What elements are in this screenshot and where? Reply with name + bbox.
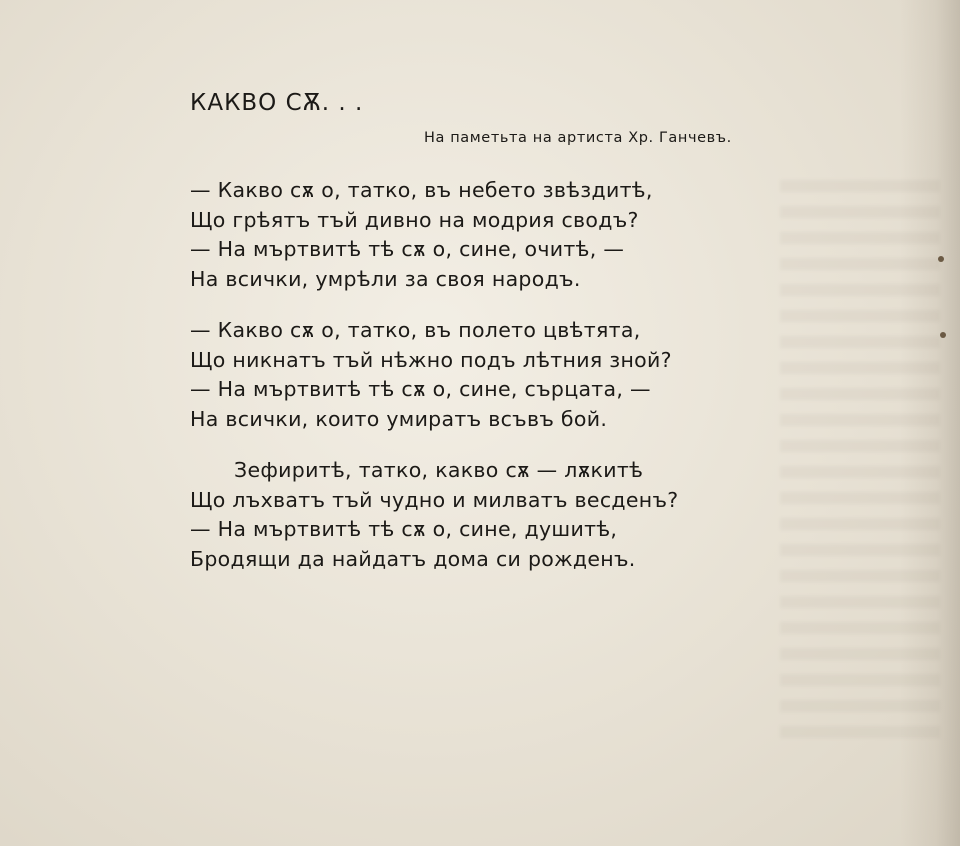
paper-spot [940, 332, 946, 338]
poem-line: Що никнатъ тъй нѣжно подъ лѣтния зной? [190, 347, 672, 372]
poem-line: Бродящи да найдатъ дома си рожденъ. [190, 546, 636, 571]
poem-line: — На мъртвитѣ тѣ сѫ о, сине, очитѣ, — [190, 237, 625, 261]
poem-line: — Какво сѫ о, татко, въ небето звѣздитѣ, [190, 178, 653, 202]
poem-line: На всички, умрѣли за своя народъ. [190, 266, 581, 291]
stanza [190, 316, 750, 434]
poem-line: — Какво сѫ о, татко, въ полето цвѣтята, [190, 318, 641, 342]
dedication: На паметьта на артиста Хр. Ганчевъ. [424, 130, 732, 146]
poem-line: — На мъртвитѣ тѣ сѫ о, сине, сърцата, — [190, 377, 651, 401]
poem-title: КАКВО СѪ. . . [190, 90, 364, 116]
poem-body [190, 176, 750, 596]
paper-spot [938, 256, 944, 262]
stanza [190, 456, 750, 574]
poem-line: Що грѣятъ тъй дивно на модрия сводъ? [190, 207, 639, 232]
poem-line: Що лъхватъ тъй чудно и милватъ весденъ? [190, 487, 679, 512]
poem-line: Зефиритѣ, татко, какво сѫ — лѫкитѣ [234, 458, 644, 482]
page-fold-shadow [900, 0, 960, 846]
poem-line: На всички, които умиратъ всъвъ бой. [190, 406, 608, 431]
poem-line: — На мъртвитѣ тѣ сѫ о, сине, душитѣ, [190, 517, 618, 541]
stanza [190, 176, 750, 294]
